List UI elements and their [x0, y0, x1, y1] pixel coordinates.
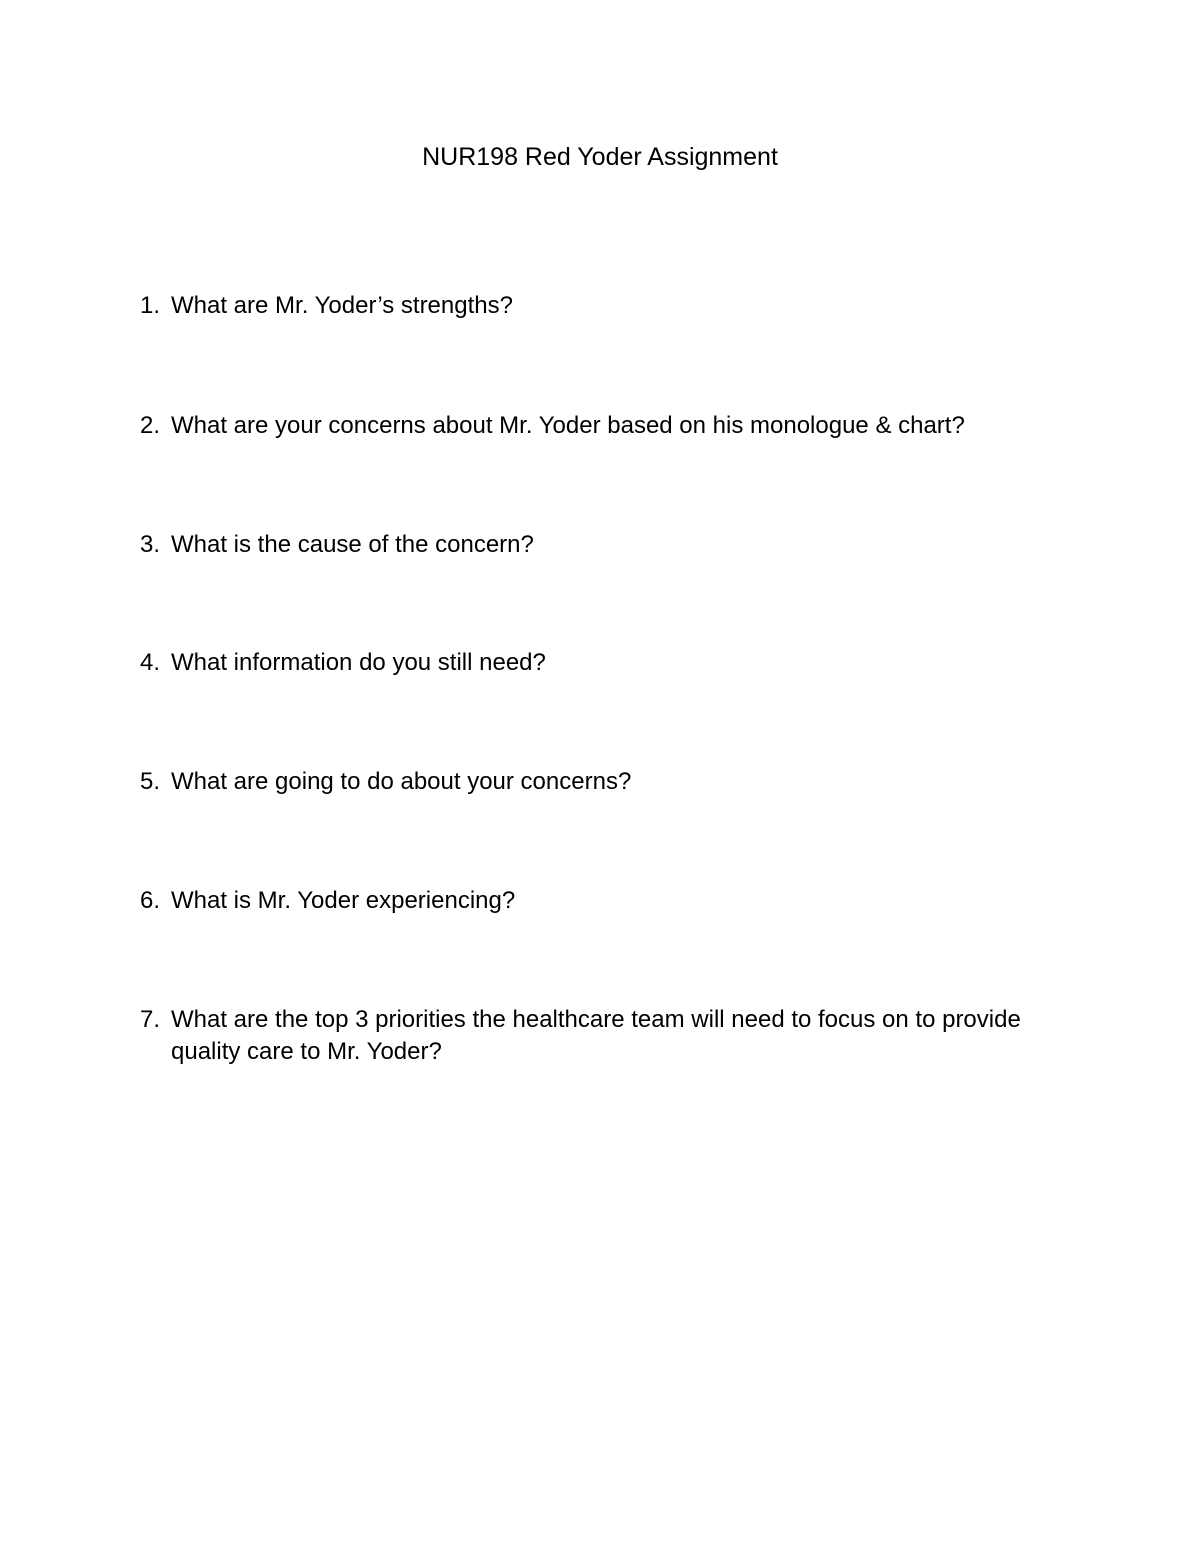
question-text: What is the cause of the concern? [171, 531, 534, 558]
question-number: 6. [140, 887, 161, 914]
question-item [140, 885, 1080, 917]
question-number: 2. [140, 412, 161, 439]
question-item [140, 1004, 1080, 1068]
question-item [140, 647, 1080, 679]
question-number: 4. [140, 649, 161, 676]
question-text: What are Mr. Yoder’s strengths? [171, 292, 513, 319]
question-text: What are your concerns about Mr. Yoder based on his monologue & chart? [171, 412, 965, 439]
question-number: 7. [140, 1006, 161, 1033]
question-item [140, 410, 1080, 442]
question-number: 1. [140, 292, 161, 319]
question-text: What are the top 3 priorities the healthcare team will need to focus on to provide quality care to Mr. Yoder? [171, 1006, 1021, 1065]
question-text: What are going to do about your concerns? [171, 768, 632, 795]
question-item [140, 766, 1080, 798]
question-number: 3. [140, 531, 161, 558]
question-text: What is Mr. Yoder experiencing? [171, 887, 516, 914]
question-item [140, 529, 1080, 561]
question-text: What information do you still need? [171, 649, 546, 676]
question-number: 5. [140, 768, 161, 795]
question-item [140, 290, 1080, 322]
document-title: NUR198 Red Yoder Assignment [422, 143, 778, 171]
